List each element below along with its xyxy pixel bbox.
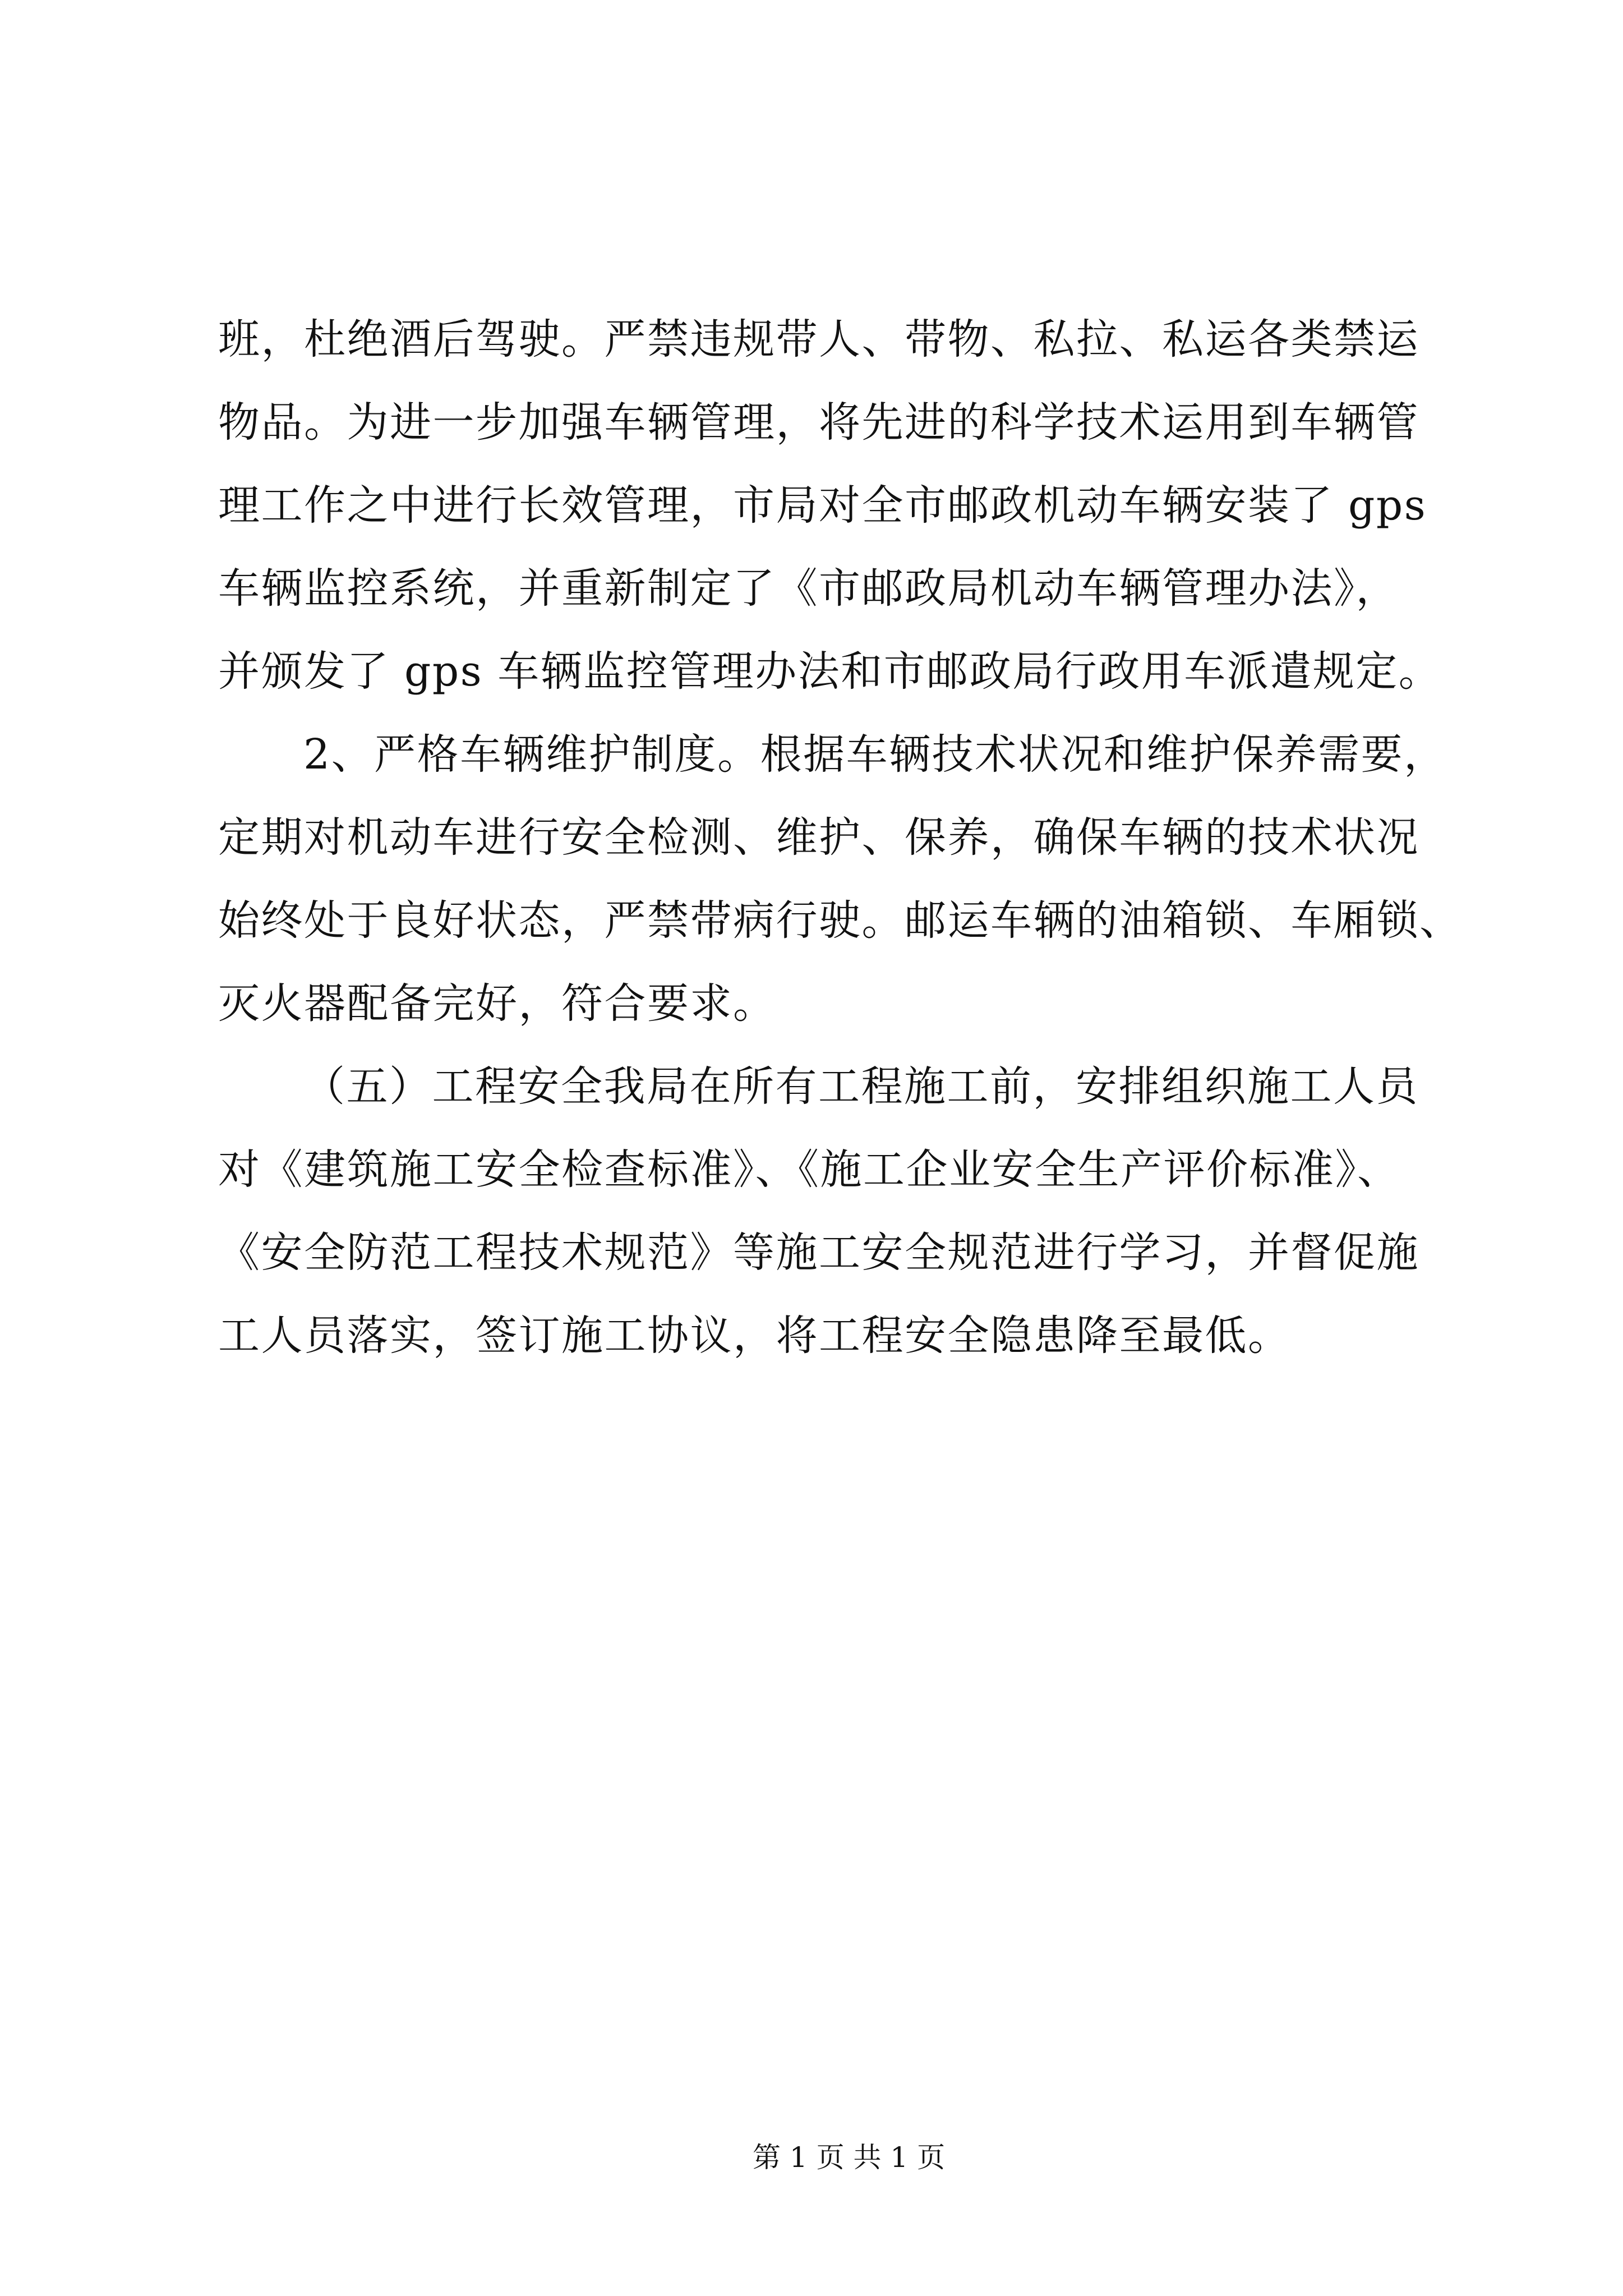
paragraph-line: 对《建筑施工安全检查标准》、《施工企业安全生产评价标准》、: [218, 1145, 1400, 1194]
paragraph-line: 理工作之中进行长效管理，市局对全市邮政机动车辆安装了 gps: [218, 481, 1427, 530]
paragraph-vehicle-maintenance: [218, 713, 1508, 1045]
paragraph-line: 始终处于良好状态，严禁带病行驶。邮运车辆的油箱锁、车厢锁、: [218, 896, 1463, 945]
paragraph-line: （五）工程安全我局在所有工程施工前，安排组织施工人员: [303, 1062, 1419, 1111]
paragraph-line: 车辆监控系统，并重新制定了《市邮政局机动车辆管理办法》，: [218, 564, 1399, 613]
paragraph-line: 2、严格车辆维护制度。根据车辆技术状况和维护保养需要，: [303, 730, 1447, 779]
paragraph-line: 工人员落实，签订施工协议，将工程安全隐患降至最低。: [218, 1312, 1291, 1360]
paragraph-line: 《安全防范工程技术规范》等施工安全规范进行学习，并督促施: [218, 1228, 1419, 1277]
page-number-footer: 第 1 页 共 1 页: [753, 2141, 946, 2174]
paragraph-line: 物品。为进一步加强车辆管理，将先进的科学技术运用到车辆管: [218, 398, 1419, 447]
document-body: [218, 298, 1508, 1377]
paragraph-line: 灭火器配备完好，符合要求。: [218, 979, 776, 1028]
paragraph-line: 班，杜绝酒后驾驶。严禁违规带人、带物、私拉、私运各类禁运: [218, 315, 1419, 364]
paragraph-line: 定期对机动车进行安全检测、维护、保养，确保车辆的技术状况: [218, 813, 1419, 862]
paragraph-engineering-safety: [218, 1045, 1508, 1377]
paragraph-line: 并颁发了 gps 车辆监控管理办法和市邮政局行政用车派遣规定。: [218, 647, 1442, 696]
paragraph-vehicle-rules: [218, 298, 1508, 713]
